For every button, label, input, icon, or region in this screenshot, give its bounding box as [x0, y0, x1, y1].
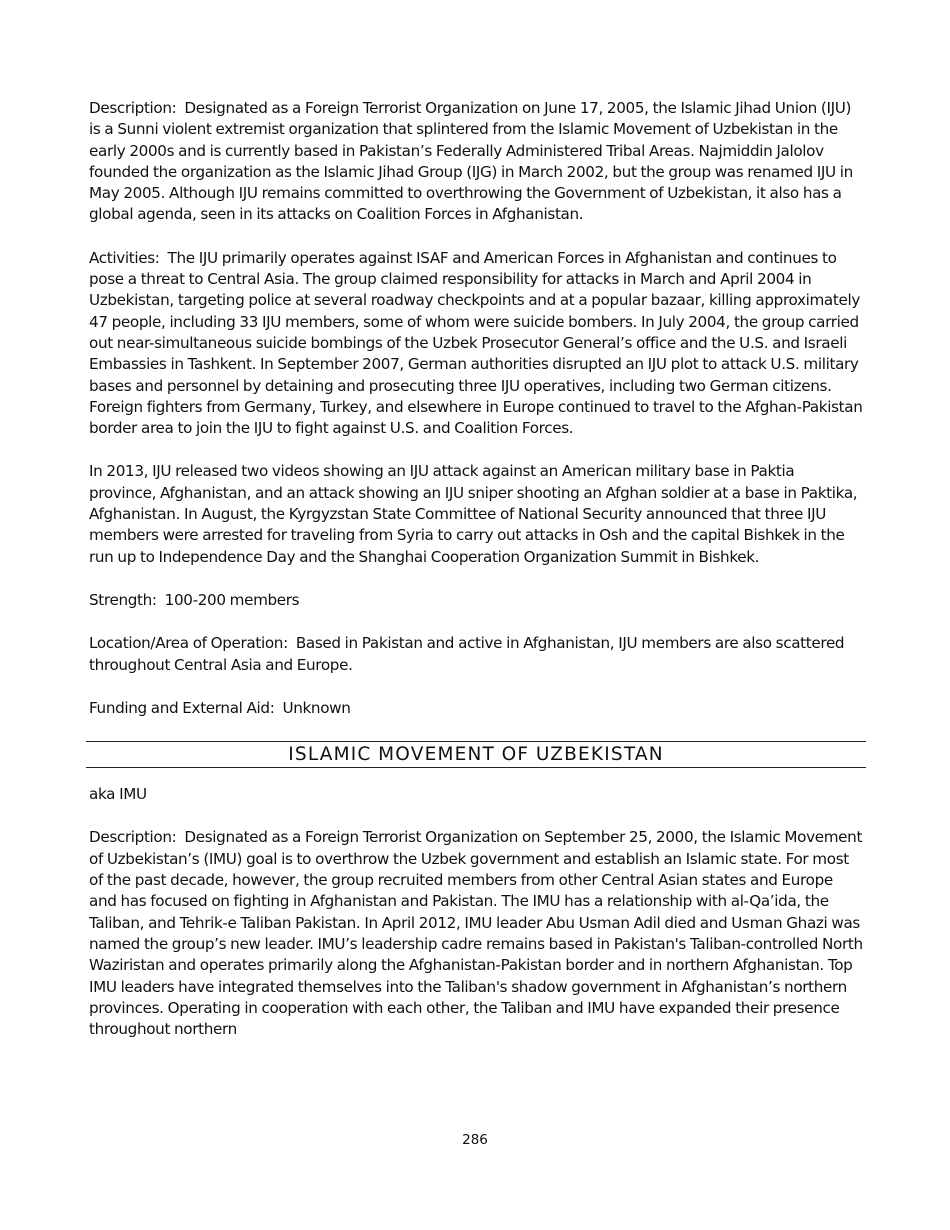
- imu-description-label: Description:: [89, 828, 177, 847]
- activities-text: The IJU primarily operates against ISAF and American Forces in Afghanistan and continues to pose a threat to Central Asia. The group claimed responsibility for attacks in March and April 2004 in Uzbekistan, targeting police at several roadway checkpoints and at a popular bazaar, killing approximately 47 people, including 33 IJU members, some of whom were suicide bombers. In July 2004, the group carried out near-simultaneous suicide bombings of the Uzbek Prosecutor General’s office and the U.S. and Israeli Embassies in Tashkent. In September 2007, German authorities disrupted an IJU plot to attack U.S. military bases and personnel by detaining and prosecuting three IJU operatives, including two German citizens. Foreign fighters from Germany, Turkey, and elsewhere in Europe continued to travel to the Afghan-Pakistan border area to join the IJU to fight against U.S. and Coalition Forces.: [89, 248, 863, 438]
- description-text: Designated as a Foreign Terrorist Organization on June 17, 2005, the Islamic Jihad Union (IJU) is a Sunni violent extremist organization that splintered from the Islamic Movement of Uzbekistan in the early 2000s and is currently based in Pakistan’s Federally Administered Tribal Areas. Najmiddin Jalolov founded the organization as the Islamic Jihad Group (IJG) in March 2002, but the group was renamed IJU in May 2005. Although IJU remains committed to overthrowing the Government of Uzbekistan, it also has a global agenda, seen in its attacks on Coalition Forces in Afghanistan.: [89, 99, 853, 224]
- description-label: Description:: [89, 99, 177, 117]
- iju-funding-paragraph: [89, 698, 863, 719]
- activities-label: Activities:: [89, 248, 160, 267]
- document-page: [89, 98, 863, 1062]
- strength-label: Strength:: [89, 590, 157, 609]
- iju-description-paragraph: [89, 98, 863, 226]
- page-number: 286: [462, 1132, 488, 1148]
- location-label: Location/Area of Operation:: [89, 634, 288, 653]
- imu-description-paragraph: [89, 827, 863, 1040]
- iju-location-paragraph: [89, 633, 863, 676]
- imu-description-text: Designated as a Foreign Terrorist Organization on September 25, 2000, the Islamic Movement of Uzbekistan’s (IMU) goal is to overthrow the Uzbek government and establish an Islamic state. For most of the past decade, however, the group recruited members from other Central Asian states and Europe and has focused on fighting in Afghanistan and Pakistan. The IMU has a relationship with al-Qa’ida, the Taliban, and Tehrik-e Taliban Pakistan. In April 2012, IMU leader Abu Usman Adil died and Usman Ghazi was named the group’s new leader. IMU’s leadership cadre remains based in Pakistan's Taliban-controlled North Waziristan and operates primarily along the Afghanistan-Pakistan border and in northern Afghanistan. Top IMU leaders have integrated themselves into the Taliban's shadow government in Afghanistan’s northern provinces. Operating in cooperation with each other, the Taliban and IMU have expanded their presence throughout northern: [89, 828, 863, 1039]
- iju-activities-2013-paragraph: In 2013, IJU released two videos showing an IJU attack against an American military base in Paktia province, Afghanistan, and an attack showing an IJU sniper shooting an Afghan soldier at a base in Paktika, Afghanistan. In August, the Kyrgyzstan State Committee of National Security announced that three IJU members were arrested for traveling from Syria to carry out attacks in Osh and the capital Bishkek in the run up to Independence Day and the Shanghai Cooperation Organization Summit in Bishkek.: [89, 462, 858, 566]
- iju-strength-paragraph: [89, 590, 863, 611]
- iju-activities-paragraph: [89, 248, 863, 440]
- imu-section-heading: ISLAMIC MOVEMENT OF UZBEKISTAN: [86, 741, 866, 768]
- strength-text: 100-200 members: [164, 590, 300, 609]
- location-text: Based in Pakistan and active in Afghanistan, IJU members are also scattered throughout Central Asia and Europe.: [89, 634, 845, 674]
- funding-text: Unknown: [282, 698, 351, 717]
- funding-label: Funding and External Aid:: [89, 698, 275, 717]
- imu-aka: aka IMU: [89, 785, 147, 804]
